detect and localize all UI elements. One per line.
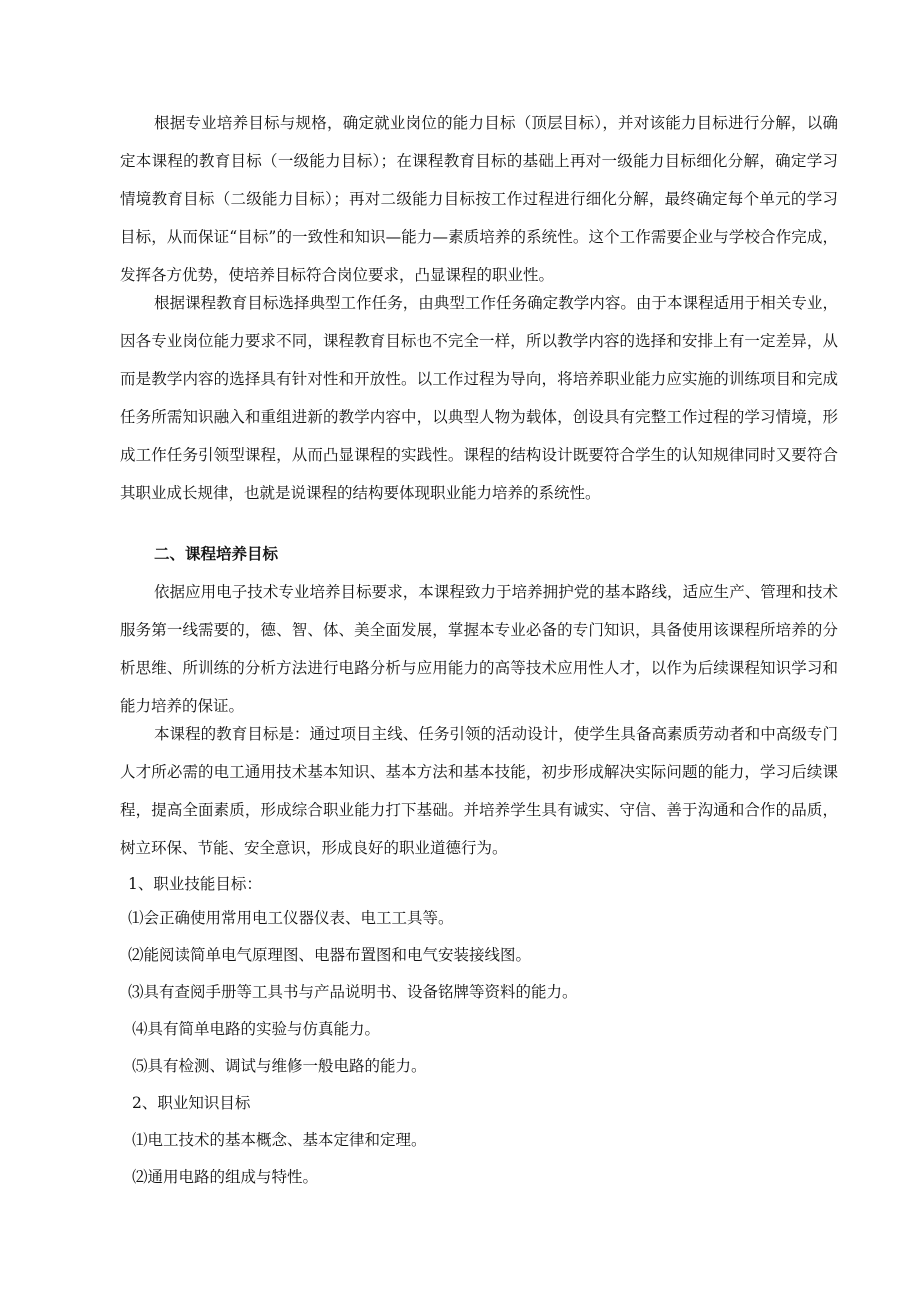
knowledge-goals-title: 2、职业知识目标 bbox=[132, 1094, 251, 1112]
paragraph-professional-training-requirements: 依据应用电子技术专业培养目标要求，本课程致力于培养拥护党的基本路线，适应生产、管理和技术服务第一线需要的，德、智、体、美全面发展，掌握本专业必备的专门知识，具备使用该课程所培养的分析思维、所训练的分析方法进行电路分析与应用能力的高等技术应用性人才，以作为后续课程知识学习和能力培养的保证。 bbox=[120, 583, 838, 715]
skill-goal-item: ⑸具有检测、调试与维修一般电路的能力。 bbox=[132, 1057, 427, 1075]
paragraph-teaching-content-selection: 根据课程教育目标选择典型工作任务，由典型工作任务确定教学内容。由于本课程适用于相关专业，因各专业岗位能力要求不同，课程教育目标也不完全一样，所以教学内容的选择和安排上有一定差异，从而是教学内容的选择具有针对性和开放性。以工作过程为导向，将培养职业能力应实施的训练项目和完成任务所需知识融入和重组进新的教学内容中，以典型人物为载体，创设具有完整工作过程的学习情境，形成工作任务引领型课程，从而凸显课程的实践性。课程的结构设计既要符合学生的认知规律同时又要符合其职业成长规律，也就是说课程的结构要体现职业能力培养的系统性。 bbox=[120, 294, 838, 502]
knowledge-goal-item: ⑵通用电路的组成与特性。 bbox=[132, 1168, 319, 1186]
section-heading-course-goals: 二、课程培养目标 bbox=[154, 544, 279, 563]
skill-goal-item: ⑵能阅读简单电气原理图、电器布置图和电气安装接线图。 bbox=[128, 946, 532, 964]
paragraph-ability-goal-decomposition: 根据专业培养目标与规格，确定就业岗位的能力目标（顶层目标），并对该能力目标进行分解，以确定本课程的教育目标（一级能力目标）；在课程教育目标的基础上再对一级能力目标细化分解，确定学习情境教育目标（二级能力目标）；再对二级能力目标按工作过程进行细化分解，最终确定每个单元的学习目标，从而保证“目标”的一致性和知识—能力—素质培养的系统性。这个工作需要企业与学校合作完成，发挥各方优势，使培养目标符合岗位要求，凸显课程的职业性。 bbox=[120, 114, 838, 284]
paragraph-education-goals: 本课程的教育目标是：通过项目主线、任务引领的活动设计，使学生具备高素质劳动者和中高级专门人才所必需的电工通用技术基本知识、基本方法和基本技能，初步形成解决实际问题的能力，学习后续课程，提高全面素质，形成综合职业能力打下基础。并培养学生具有诚实、守信、善于沟通和合作的品质，树立环保、节能、安全意识，形成良好的职业道德行为。 bbox=[120, 725, 838, 857]
skill-goal-item: ⑶具有查阅手册等工具书与产品说明书、设备铭牌等资料的能力。 bbox=[128, 983, 578, 1001]
skill-goal-item: ⑷具有简单电路的实验与仿真能力。 bbox=[132, 1020, 381, 1038]
skill-goals-title: 1、职业技能目标： bbox=[128, 875, 262, 893]
skill-goal-item: ⑴会正确使用常用电工仪器仪表、电工工具等。 bbox=[128, 909, 454, 927]
knowledge-goal-item: ⑴电工技术的基本概念、基本定律和定理。 bbox=[132, 1131, 427, 1149]
